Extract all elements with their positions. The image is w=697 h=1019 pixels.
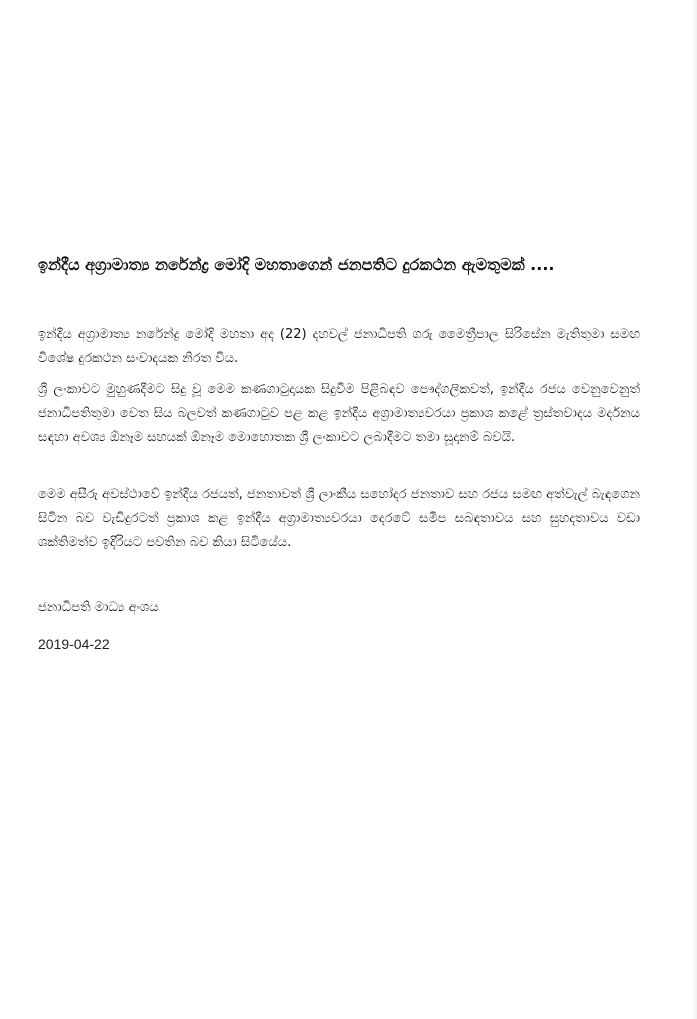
document-title: ඉන්දීය අග්‍රාමාත්‍ය නරේන්ද්‍ර මෝදි මහතාගෙන් ජනපතිට දුරකථන ඇමතුමක් .... bbox=[38, 255, 555, 274]
paragraph-3: මෙම අසීරු අවස්ථාවේ ඉන්දීය රජයත්, ජනතාවත් ශ්‍රී ලාංකීය සහෝදර ජනතාව සහ රජය සමඟ අත්වැල් බැඳගෙන සිටින බව වැඩිදුරටත් ප්‍රකාශ කළ ඉන්දීය අග්‍රාමාත්‍යවරයා දෙරටේ සමීප සබඳතාවය සහ සුහදතාවය වඩා ශක්තිමත්ව ඉදිරියට පවතින බව කියා සිටියේය. bbox=[38, 487, 640, 550]
page-edge-shadow bbox=[691, 0, 697, 1019]
date-line: 2019-04-22 bbox=[38, 636, 110, 652]
paragraph-1: ඉන්දීය අග්‍රාමාත්‍ය නරේන්ද්‍ර මෝදි මහතා අද (22) දහවල් ජනාධිපති ගරු මෛත්‍රීපාල සිරිසේන මැතිතුමා සමඟ විශේෂ දුරකථන සංවාදයක නිරත විය. bbox=[38, 327, 640, 366]
signature-line: ජනාධිපති මාධ්‍ය අංශය bbox=[38, 600, 159, 615]
paragraph-2: ශ්‍රී ලංකාවට මුහුණදීමට සිදු වූ මෙම කණගාටුදායක සිදුවීම පිළිබඳව පෞද්ගලිකවත්, ඉන්දීය රජය වෙනුවෙනුත් ජනාධිපතිතුමා වෙත සිය බලවත් කණගාටුව පළ කළ ඉන්දීය අග්‍රාමාත්‍යවරයා ප්‍රකාශ කළේ ත්‍රස්තවාදය මර්දනය සඳහා අවශ්‍ය ඕනෑම සහයක් ඕනෑම මොහොතක ශ්‍රී ලංකාවට ලබාදීමට තමා සූදානම් බවයි. bbox=[38, 382, 640, 445]
